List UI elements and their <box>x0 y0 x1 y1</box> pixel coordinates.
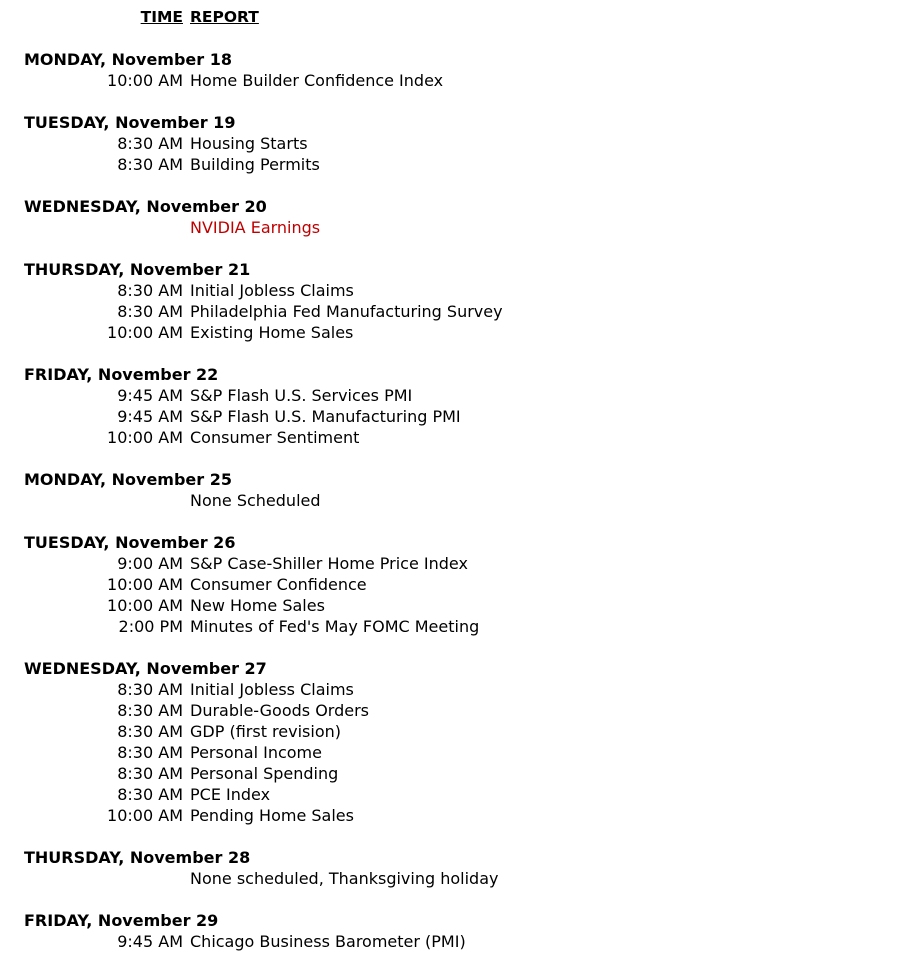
event-row <box>0 301 900 322</box>
event-row <box>0 763 900 784</box>
event-row <box>0 322 900 343</box>
event-time: 9:45 AM <box>117 386 183 405</box>
event-report: S&P Flash U.S. Manufacturing PMI <box>190 407 461 426</box>
event-row <box>0 154 900 175</box>
event-report: S&P Case-Shiller Home Price Index <box>190 554 468 573</box>
event-time: 8:30 AM <box>117 155 183 174</box>
event-time: 9:45 AM <box>117 407 183 426</box>
day-header-row <box>0 112 900 133</box>
event-report: None Scheduled <box>190 491 321 510</box>
event-row <box>0 700 900 721</box>
event-time: 8:30 AM <box>117 722 183 741</box>
event-time: 10:00 AM <box>107 323 183 342</box>
day-label: MONDAY, November 25 <box>24 470 232 489</box>
day-label: FRIDAY, November 22 <box>24 365 219 384</box>
day-label: TUESDAY, November 19 <box>24 113 236 132</box>
event-report: Housing Starts <box>190 134 308 153</box>
event-report: PCE Index <box>190 785 271 804</box>
spacer <box>0 889 900 910</box>
event-row <box>0 721 900 742</box>
event-time: 8:30 AM <box>117 680 183 699</box>
event-row <box>0 217 900 238</box>
spacer <box>0 91 900 112</box>
event-time: 9:00 AM <box>117 554 183 573</box>
spacer <box>0 175 900 196</box>
event-row <box>0 280 900 301</box>
event-report: Home Builder Confidence Index <box>190 71 444 90</box>
day-header-row <box>0 49 900 70</box>
event-report: Building Permits <box>190 155 320 174</box>
event-row <box>0 553 900 574</box>
top-spacer <box>0 0 900 7</box>
event-report: Initial Jobless Claims <box>190 680 354 699</box>
event-report: New Home Sales <box>190 596 325 615</box>
event-report-highlighted: NVIDIA Earnings <box>190 218 321 237</box>
day-label: WEDNESDAY, November 27 <box>24 659 267 678</box>
event-report: Chicago Business Barometer (PMI) <box>190 932 466 951</box>
spacer <box>0 826 900 847</box>
spacer <box>0 238 900 259</box>
event-time: 8:30 AM <box>117 281 183 300</box>
event-time: 2:00 PM <box>118 617 183 636</box>
event-row <box>0 490 900 511</box>
day-header-row <box>0 658 900 679</box>
day-label: FRIDAY, November 29 <box>24 911 219 930</box>
event-row <box>0 742 900 763</box>
event-time: 8:30 AM <box>117 743 183 762</box>
event-row <box>0 784 900 805</box>
day-header-row <box>0 259 900 280</box>
event-row <box>0 70 900 91</box>
event-time: 8:30 AM <box>117 764 183 783</box>
event-row <box>0 427 900 448</box>
event-time: 8:30 AM <box>117 701 183 720</box>
day-header-row <box>0 532 900 553</box>
event-time: 10:00 AM <box>107 575 183 594</box>
event-report: Existing Home Sales <box>190 323 354 342</box>
spacer <box>0 511 900 532</box>
report-column-header: REPORT <box>190 8 259 26</box>
day-label: THURSDAY, November 28 <box>24 848 251 867</box>
event-row <box>0 931 900 952</box>
day-label: THURSDAY, November 21 <box>24 260 251 279</box>
day-label: TUESDAY, November 26 <box>24 533 236 552</box>
event-time: 8:30 AM <box>117 134 183 153</box>
event-time: 9:45 AM <box>117 932 183 951</box>
spacer <box>0 28 900 49</box>
spacer <box>0 448 900 469</box>
event-row <box>0 679 900 700</box>
event-report: Personal Income <box>190 743 322 762</box>
event-report: Consumer Confidence <box>190 575 367 594</box>
event-report: Philadelphia Fed Manufacturing Survey <box>190 302 503 321</box>
column-header-row <box>0 7 900 28</box>
event-report: None scheduled, Thanksgiving holiday <box>190 869 499 888</box>
event-time: 10:00 AM <box>107 806 183 825</box>
event-time: 10:00 AM <box>107 596 183 615</box>
event-row <box>0 805 900 826</box>
time-column-header: TIME <box>140 8 183 26</box>
event-time: 10:00 AM <box>107 71 183 90</box>
day-header-row <box>0 364 900 385</box>
event-report: GDP (first revision) <box>190 722 341 741</box>
event-row <box>0 868 900 889</box>
event-report: Personal Spending <box>190 764 339 783</box>
day-list <box>0 49 900 952</box>
event-row <box>0 385 900 406</box>
event-time: 10:00 AM <box>107 428 183 447</box>
day-header-row <box>0 910 900 931</box>
day-header-row <box>0 469 900 490</box>
event-row <box>0 574 900 595</box>
day-label: MONDAY, November 18 <box>24 50 232 69</box>
event-row <box>0 616 900 637</box>
event-report: Consumer Sentiment <box>190 428 360 447</box>
event-report: Minutes of Fed's May FOMC Meeting <box>190 617 480 636</box>
event-row <box>0 133 900 154</box>
day-header-row <box>0 196 900 217</box>
day-label: WEDNESDAY, November 20 <box>24 197 267 216</box>
event-report: Pending Home Sales <box>190 806 354 825</box>
spacer <box>0 343 900 364</box>
event-report: Durable-Goods Orders <box>190 701 370 720</box>
event-time: 8:30 AM <box>117 785 183 804</box>
event-report: S&P Flash U.S. Services PMI <box>190 386 413 405</box>
event-report: Initial Jobless Claims <box>190 281 354 300</box>
event-row <box>0 406 900 427</box>
spacer <box>0 637 900 658</box>
event-time: 8:30 AM <box>117 302 183 321</box>
event-row <box>0 595 900 616</box>
day-header-row <box>0 847 900 868</box>
